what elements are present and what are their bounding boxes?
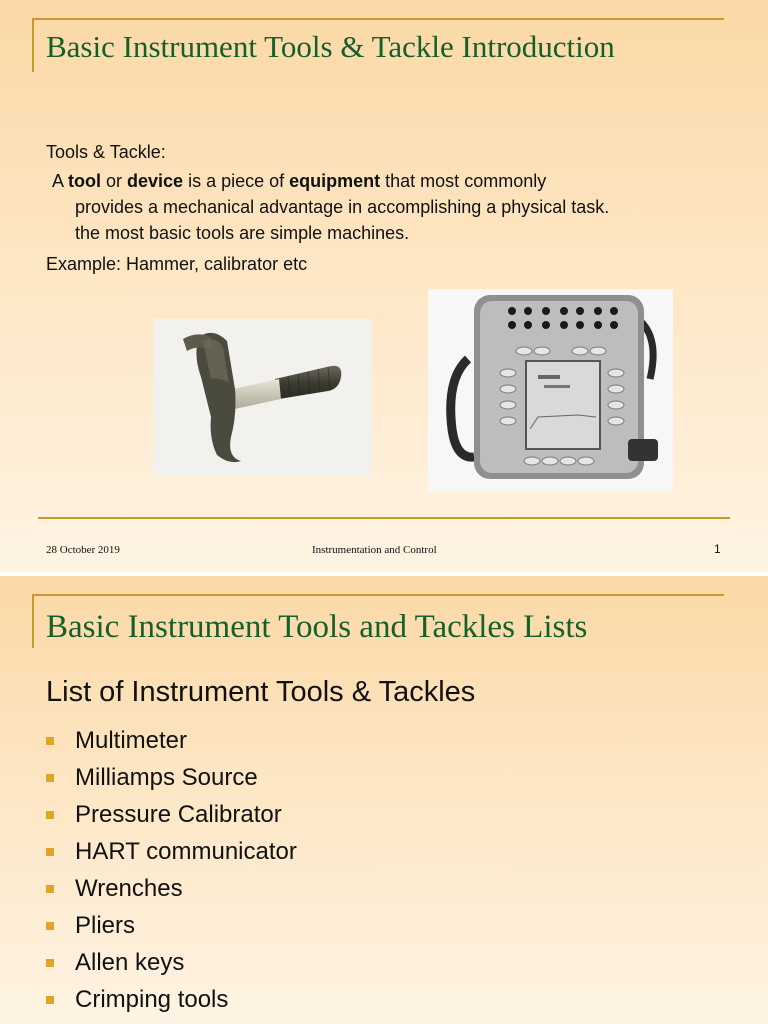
bullet-square-icon — [46, 737, 54, 745]
bullet-square-icon — [46, 811, 54, 819]
slide-2 — [0, 576, 768, 1024]
definition-line-1 — [46, 168, 736, 194]
footer-page-number: 1 — [714, 542, 721, 556]
list-item-label: Pliers — [75, 911, 136, 939]
list-item-label: Milliamps Source — [75, 763, 258, 791]
tools-list — [46, 722, 297, 1018]
hammer-icon — [153, 319, 372, 476]
list-item — [46, 759, 297, 796]
bullet-square-icon — [46, 774, 54, 782]
example-text: Example: Hammer, calibrator etc — [46, 254, 308, 274]
list-item-label: HART communicator — [75, 837, 297, 865]
bold-device: device — [127, 171, 184, 191]
text-or: or — [101, 171, 128, 191]
definition-line-2: provides a mechanical advantage in accomplishing a physical task. — [75, 197, 610, 217]
bullet-square-icon — [46, 885, 54, 893]
list-item — [46, 796, 297, 833]
list-heading: List of Instrument Tools & Tackles — [46, 676, 476, 708]
list-item — [46, 870, 297, 907]
bullet-square-icon — [46, 996, 54, 1004]
list-item — [46, 944, 297, 981]
bold-tool: tool — [68, 171, 102, 191]
definition-line-3: the most basic tools are simple machines. — [75, 223, 410, 243]
calibrator-icon — [428, 289, 673, 491]
hammer-image — [153, 319, 372, 476]
list-item-label: Pressure Calibrator — [75, 800, 282, 828]
text-a: A — [52, 171, 69, 191]
list-item — [46, 722, 297, 759]
text-commonly: that most commonly — [380, 171, 547, 191]
bullet-square-icon — [46, 959, 54, 967]
list-item-label: Allen keys — [75, 948, 185, 976]
list-item — [46, 907, 297, 944]
footer-date: 28 October 2019 — [46, 544, 120, 556]
slide-title: Basic Instrument Tools & Tackle Introduction — [46, 29, 615, 64]
footer-rule — [38, 517, 730, 519]
list-item-label: Multimeter — [75, 726, 188, 754]
list-item — [46, 981, 297, 1018]
footer-course: Instrumentation and Control — [312, 544, 437, 556]
list-item-label: Crimping tools — [75, 985, 229, 1013]
slide-title: Basic Instrument Tools and Tackles Lists — [46, 609, 588, 645]
definition-paragraph — [46, 168, 736, 246]
tools-label: Tools & Tackle: — [46, 142, 166, 162]
bullet-square-icon — [46, 922, 54, 930]
calibrator-image — [428, 289, 673, 491]
list-item-label: Wrenches — [75, 874, 183, 902]
text-piece: is a piece of — [183, 171, 290, 191]
bullet-square-icon — [46, 848, 54, 856]
list-item — [46, 833, 297, 870]
bold-equipment: equipment — [289, 171, 381, 191]
